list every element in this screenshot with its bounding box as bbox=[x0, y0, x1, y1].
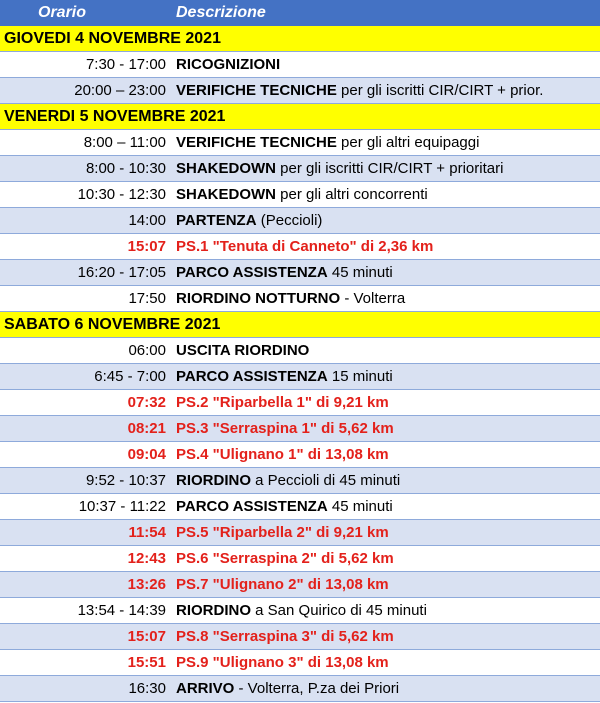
row-description: PS.1 "Tenuta di Canneto" di 2,36 km bbox=[172, 234, 600, 260]
row-description bbox=[172, 208, 600, 234]
day-heading-row bbox=[0, 104, 600, 130]
row-time: 07:32 bbox=[0, 390, 172, 416]
row-description bbox=[172, 468, 600, 494]
row-time: 17:50 bbox=[0, 286, 172, 312]
row-time: 6:45 - 7:00 bbox=[0, 364, 172, 390]
day-heading-row bbox=[0, 312, 600, 338]
row-time: 13:26 bbox=[0, 572, 172, 598]
event-detail: (Peccioli) bbox=[256, 212, 323, 229]
row-description bbox=[172, 260, 600, 286]
day-heading: SABATO 6 NOVEMBRE 2021 bbox=[0, 312, 600, 338]
event-title: VERIFICHE TECNICHE bbox=[176, 134, 337, 151]
row-time: 13:54 - 14:39 bbox=[0, 598, 172, 624]
event-title: PARTENZA bbox=[176, 212, 257, 229]
special-stage-row bbox=[0, 416, 600, 442]
event-detail: per gli iscritti CIR/CIRT + prior. bbox=[336, 82, 544, 99]
schedule-row bbox=[0, 676, 600, 702]
schedule-row bbox=[0, 286, 600, 312]
special-stage-row bbox=[0, 650, 600, 676]
row-description bbox=[172, 286, 600, 312]
event-detail: per gli altri concorrenti bbox=[276, 186, 428, 203]
schedule-row bbox=[0, 260, 600, 286]
row-description: PS.3 "Serraspina 1" di 5,62 km bbox=[172, 416, 600, 442]
row-time: 15:51 bbox=[0, 650, 172, 676]
row-description: PS.4 "Ulignano 1" di 13,08 km bbox=[172, 442, 600, 468]
row-description bbox=[172, 338, 600, 364]
event-title: VERIFICHE TECNICHE bbox=[176, 82, 337, 99]
schedule-row bbox=[0, 494, 600, 520]
row-time: 14:00 bbox=[0, 208, 172, 234]
row-time: 16:30 bbox=[0, 676, 172, 702]
schedule-row bbox=[0, 78, 600, 104]
row-description bbox=[172, 182, 600, 208]
event-detail: - Volterra bbox=[340, 290, 406, 307]
header-description: Descrizione bbox=[172, 0, 600, 26]
row-description bbox=[172, 52, 600, 78]
row-description: PS.8 "Serraspina 3" di 5,62 km bbox=[172, 624, 600, 650]
row-time: 08:21 bbox=[0, 416, 172, 442]
row-description: PS.5 "Riparbella 2" di 9,21 km bbox=[172, 520, 600, 546]
event-title: PARCO ASSISTENZA bbox=[176, 368, 328, 385]
row-time: 9:52 - 10:37 bbox=[0, 468, 172, 494]
schedule-row bbox=[0, 156, 600, 182]
event-title: USCITA RIORDINO bbox=[176, 342, 310, 359]
schedule-row bbox=[0, 468, 600, 494]
special-stage-row bbox=[0, 390, 600, 416]
schedule-row bbox=[0, 338, 600, 364]
row-time: 15:07 bbox=[0, 624, 172, 650]
row-time: 15:07 bbox=[0, 234, 172, 260]
day-heading: GIOVEDI 4 NOVEMBRE 2021 bbox=[0, 26, 600, 52]
schedule-row bbox=[0, 182, 600, 208]
row-description bbox=[172, 130, 600, 156]
row-description bbox=[172, 78, 600, 104]
row-description: PS.6 "Serraspina 2" di 5,62 km bbox=[172, 546, 600, 572]
row-time: 8:00 – 11:00 bbox=[0, 130, 172, 156]
special-stage-row bbox=[0, 442, 600, 468]
schedule-row bbox=[0, 364, 600, 390]
row-time: 10:30 - 12:30 bbox=[0, 182, 172, 208]
event-title: PARCO ASSISTENZA bbox=[176, 264, 328, 281]
special-stage-row bbox=[0, 624, 600, 650]
event-title: ARRIVO bbox=[176, 680, 235, 697]
event-title: RICOGNIZIONI bbox=[176, 56, 281, 73]
event-detail: 15 minuti bbox=[327, 368, 393, 385]
row-description: PS.2 "Riparbella 1" di 9,21 km bbox=[172, 390, 600, 416]
row-time: 20:00 – 23:00 bbox=[0, 78, 172, 104]
event-title: RIORDINO bbox=[176, 472, 251, 489]
event-title: SHAKEDOWN bbox=[176, 160, 276, 177]
event-title: RIORDINO bbox=[176, 602, 251, 619]
row-time: 7:30 - 17:00 bbox=[0, 52, 172, 78]
row-time: 16:20 - 17:05 bbox=[0, 260, 172, 286]
schedule-row bbox=[0, 52, 600, 78]
event-title: SHAKEDOWN bbox=[176, 186, 276, 203]
row-time: 06:00 bbox=[0, 338, 172, 364]
row-description: PS.9 "Ulignano 3" di 13,08 km bbox=[172, 650, 600, 676]
schedule-row bbox=[0, 130, 600, 156]
special-stage-row bbox=[0, 234, 600, 260]
special-stage-row bbox=[0, 572, 600, 598]
event-title: RIORDINO NOTTURNO bbox=[176, 290, 341, 307]
day-heading: VENERDI 5 NOVEMBRE 2021 bbox=[0, 104, 600, 130]
event-detail: 45 minuti bbox=[327, 264, 393, 281]
event-detail: a San Quirico di 45 minuti bbox=[251, 602, 427, 619]
header-time: Orario bbox=[0, 0, 172, 26]
event-title: PARCO ASSISTENZA bbox=[176, 498, 328, 515]
event-detail: a Peccioli di 45 minuti bbox=[251, 472, 401, 489]
event-detail: - Volterra, P.za dei Priori bbox=[234, 680, 400, 697]
row-time: 8:00 - 10:30 bbox=[0, 156, 172, 182]
row-description bbox=[172, 364, 600, 390]
header-row bbox=[0, 0, 600, 26]
row-time: 10:37 - 11:22 bbox=[0, 494, 172, 520]
row-description bbox=[172, 676, 600, 702]
row-description bbox=[172, 494, 600, 520]
event-detail: 45 minuti bbox=[327, 498, 393, 515]
schedule-row bbox=[0, 208, 600, 234]
row-time: 09:04 bbox=[0, 442, 172, 468]
event-detail: per gli altri equipaggi bbox=[336, 134, 480, 151]
schedule-row bbox=[0, 598, 600, 624]
row-time: 11:54 bbox=[0, 520, 172, 546]
special-stage-row bbox=[0, 520, 600, 546]
row-description bbox=[172, 156, 600, 182]
day-heading-row bbox=[0, 26, 600, 52]
row-description: PS.7 "Ulignano 2" di 13,08 km bbox=[172, 572, 600, 598]
schedule-body bbox=[0, 26, 600, 702]
event-detail: per gli iscritti CIR/CIRT + prioritari bbox=[276, 160, 504, 177]
row-time: 12:43 bbox=[0, 546, 172, 572]
row-description bbox=[172, 598, 600, 624]
special-stage-row bbox=[0, 546, 600, 572]
